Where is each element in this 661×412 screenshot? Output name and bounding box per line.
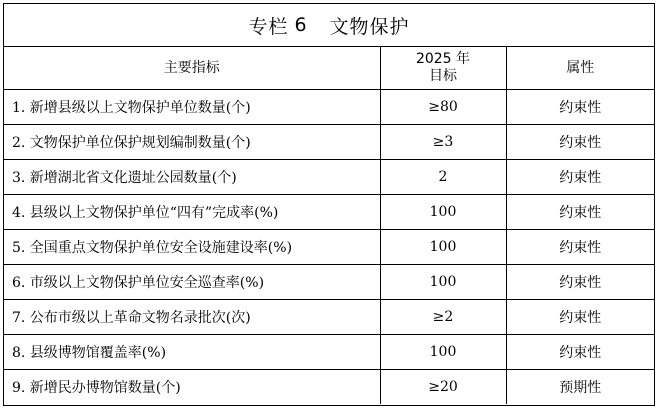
column-panel <box>3 3 655 406</box>
attribute-cell: 约束性 <box>506 300 654 335</box>
header-target <box>380 47 506 90</box>
attribute-cell: 约束性 <box>506 90 654 125</box>
indicator-cell: 3. 新增湖北省文化遗址公园数量(个) <box>4 160 380 195</box>
indicator-cell: 2. 文物保护单位保护规划编制数量(个) <box>4 125 380 160</box>
attribute-cell: 约束性 <box>506 125 654 160</box>
target-cell: 100 <box>380 230 506 265</box>
indicator-cell: 7. 公布市级以上革命文物名录批次(次) <box>4 300 380 335</box>
indicator-cell: 6. 市级以上文物保护单位安全巡查率(%) <box>4 265 380 300</box>
attribute-cell: 约束性 <box>506 335 654 370</box>
target-cell: 100 <box>380 195 506 230</box>
indicator-table <box>4 47 654 404</box>
indicator-cell: 8. 县级博物馆覆盖率(%) <box>4 335 380 370</box>
target-cell: ≥3 <box>380 125 506 160</box>
table-row <box>4 125 654 160</box>
title-text: 文物保护 <box>329 15 410 38</box>
target-cell: 2 <box>380 160 506 195</box>
table-row <box>4 90 654 125</box>
target-cell: ≥80 <box>380 90 506 125</box>
table-row <box>4 160 654 195</box>
header-target-line1: 2025 年 <box>415 51 471 67</box>
target-cell: 100 <box>380 335 506 370</box>
table-row <box>4 335 654 370</box>
attribute-cell: 约束性 <box>506 195 654 230</box>
table-row <box>4 370 654 405</box>
table-row <box>4 230 654 265</box>
header-attribute: 属性 <box>506 47 654 90</box>
table-row <box>4 265 654 300</box>
table-row <box>4 195 654 230</box>
attribute-cell: 约束性 <box>506 160 654 195</box>
table-row <box>4 300 654 335</box>
indicator-cell: 1. 新增县级以上文物保护单位数量(个) <box>4 90 380 125</box>
attribute-cell: 约束性 <box>506 230 654 265</box>
attribute-cell: 预期性 <box>506 370 654 405</box>
target-cell: ≥20 <box>380 370 506 405</box>
header-row <box>4 47 654 90</box>
panel-title <box>4 4 654 47</box>
header-target-line2: 目标 <box>429 68 457 84</box>
indicator-cell: 9. 新增民办博物馆数量(个) <box>4 370 380 405</box>
title-label: 专栏 <box>248 15 289 38</box>
attribute-cell: 约束性 <box>506 265 654 300</box>
target-cell: ≥2 <box>380 300 506 335</box>
target-cell: 100 <box>380 265 506 300</box>
indicator-cell: 4. 县级以上文物保护单位“四有”完成率(%) <box>4 195 380 230</box>
indicator-cell: 5. 全国重点文物保护单位安全设施建设率(%) <box>4 230 380 265</box>
title-number: 6 <box>294 14 308 36</box>
header-indicator: 主要指标 <box>4 47 380 90</box>
